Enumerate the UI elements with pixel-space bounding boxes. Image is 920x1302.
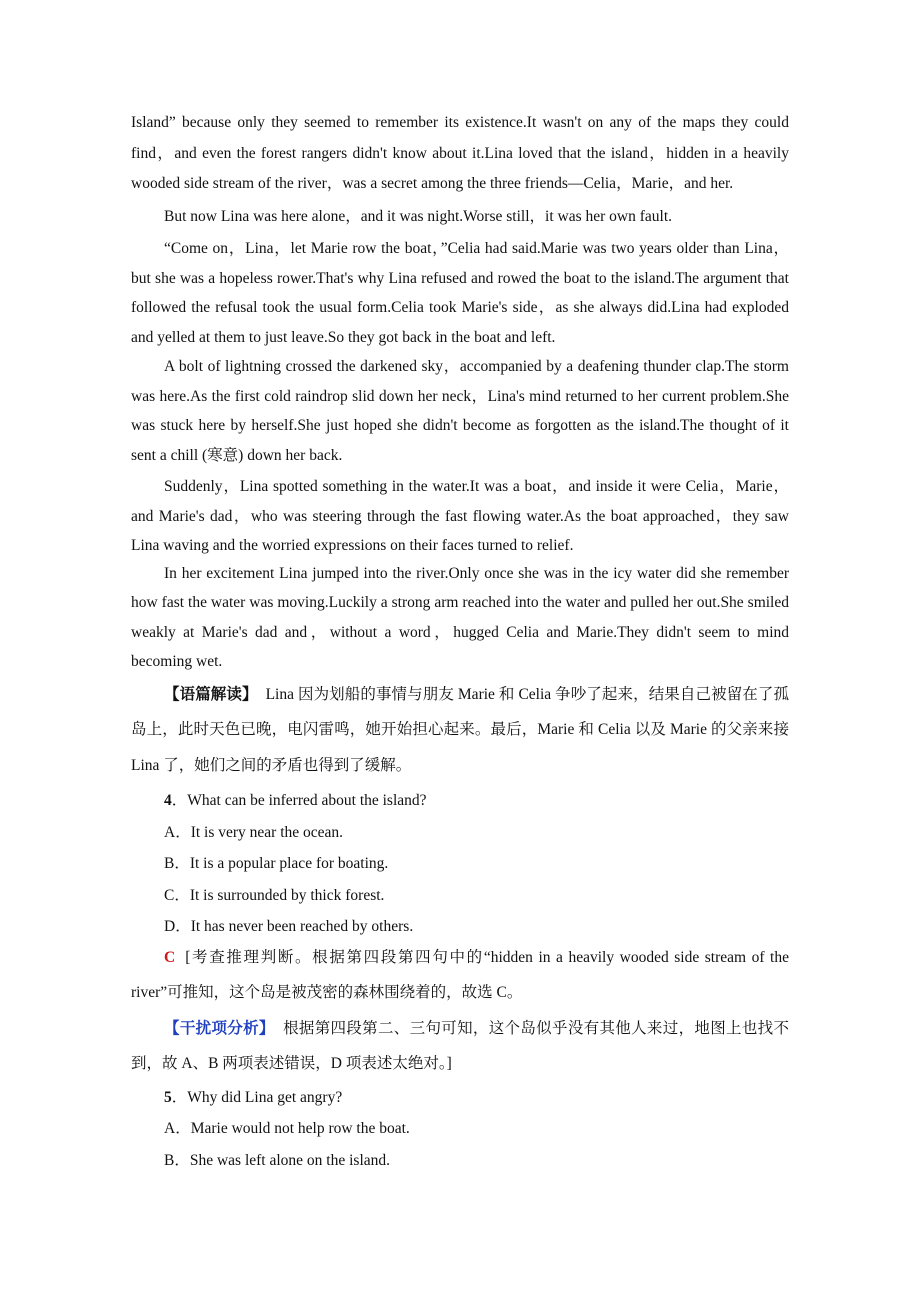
question-4-option-b: B．It is a popular place for boating. — [164, 855, 389, 872]
question-5-option-a: A．Marie would not help row the boat. — [164, 1120, 410, 1137]
question-4-option-d: D．It has never been reached by others. — [164, 918, 414, 935]
question-4-stem — [131, 785, 789, 817]
question-5-number: 5 — [164, 1088, 172, 1106]
document-page — [131, 108, 789, 1176]
passage-paragraph-2: But now Lina was here alone，and it was night.Worse still，it was her own fault. — [164, 207, 672, 225]
question-5-text: ．Why did Lina get angry? — [171, 1088, 343, 1106]
question-5-option-b: B．She was left alone on the island. — [164, 1151, 390, 1169]
question-4 — [131, 785, 789, 1082]
passage-paragraph-6: In her excitement Lina jumped into the river.Only once she was in the icy water did she remember how fast the water was moving.Luckily a strong arm reached into the water and pulled her out.She smiled weakly at Marie's dad and，without a word，hugged Celia and Marie.They didn't seem to mind becoming wet. — [131, 564, 789, 670]
question-4-answer: C — [164, 948, 176, 966]
distractor-text: 根据第四段第二、三句可知，这个岛似乎没有其他人来过，地图上也找不到，故 A、B 两项表述错误，D 项表述太绝对。] — [131, 1019, 789, 1072]
passage-paragraph-4: A bolt of lightning crossed the darkened sky，accompanied by a deafening thunder clap.The storm was here.As the first cold raindrop slid down her neck，Lina's mind returned to her current problem.She was stuck here by herself.She just hoped she didn't become as forgotten as the island.The thought of it sent a chill (寒意) down her back. — [131, 358, 789, 464]
analysis-block — [131, 677, 789, 784]
question-4-number: 4 — [164, 792, 172, 809]
question-5-stem — [131, 1082, 789, 1114]
question-4-explanation-text: [考查推理判断。根据第四段第四句中的“hidden in a heavily wooded side stream of the river”可推知，这个岛是被茂密的森林围绕着的，故选 C。 — [131, 948, 789, 1001]
question-4-text: ．What can be inferred about the island? — [171, 792, 427, 809]
question-4-option-c: C．It is surrounded by thick forest. — [164, 886, 385, 904]
passage-paragraph-1: Island” because only they seemed to remember its existence.It wasn't on any of the maps they could find，and even the forest rangers didn't know about it.Lina loved that the island，hidden in a heavily wooded side stream of the river，was a secret among the three friends—Celia，Marie，and her. — [131, 114, 789, 192]
question-5 — [131, 1082, 789, 1177]
question-4-distractor — [131, 1011, 789, 1082]
distractor-label: 【干扰项分析】 — [164, 1019, 275, 1037]
passage-paragraph-3: “Come on，Lina，let Marie row the boat，”Celia had said.Marie was two years older than Lina，but she was a hopeless rower.That's why Lina refused and rowed the boat to the island.The argument that followed the refusal took the usual form.Celia took Marie's side，as she always did.Lina had exploded and yelled at them to just leave.So they got back in the boat and left. — [131, 240, 789, 346]
analysis-label: 【语篇解读】 — [164, 685, 258, 703]
passage-paragraph-5: Suddenly，Lina spotted something in the water.It was a boat，and inside it were Celia，Marie，and Marie's dad，who was steering through the fast flowing water.As the boat approached，they saw Lina waving and the worried expressions on their faces turned to relief. — [131, 478, 789, 554]
question-4-explanation — [131, 940, 789, 1011]
analysis-text: Lina 因为划船的事情与朋友 Marie 和 Celia 争吵了起来，结果自己被留在了孤岛上，此时天色已晚，电闪雷鸣，她开始担心起来。最后，Marie 和 Celia 以及 Marie 的父亲来接 Lina 了，她们之间的矛盾也得到了缓解。 — [131, 685, 789, 774]
question-4-option-a: A．It is very near the ocean. — [164, 823, 344, 841]
